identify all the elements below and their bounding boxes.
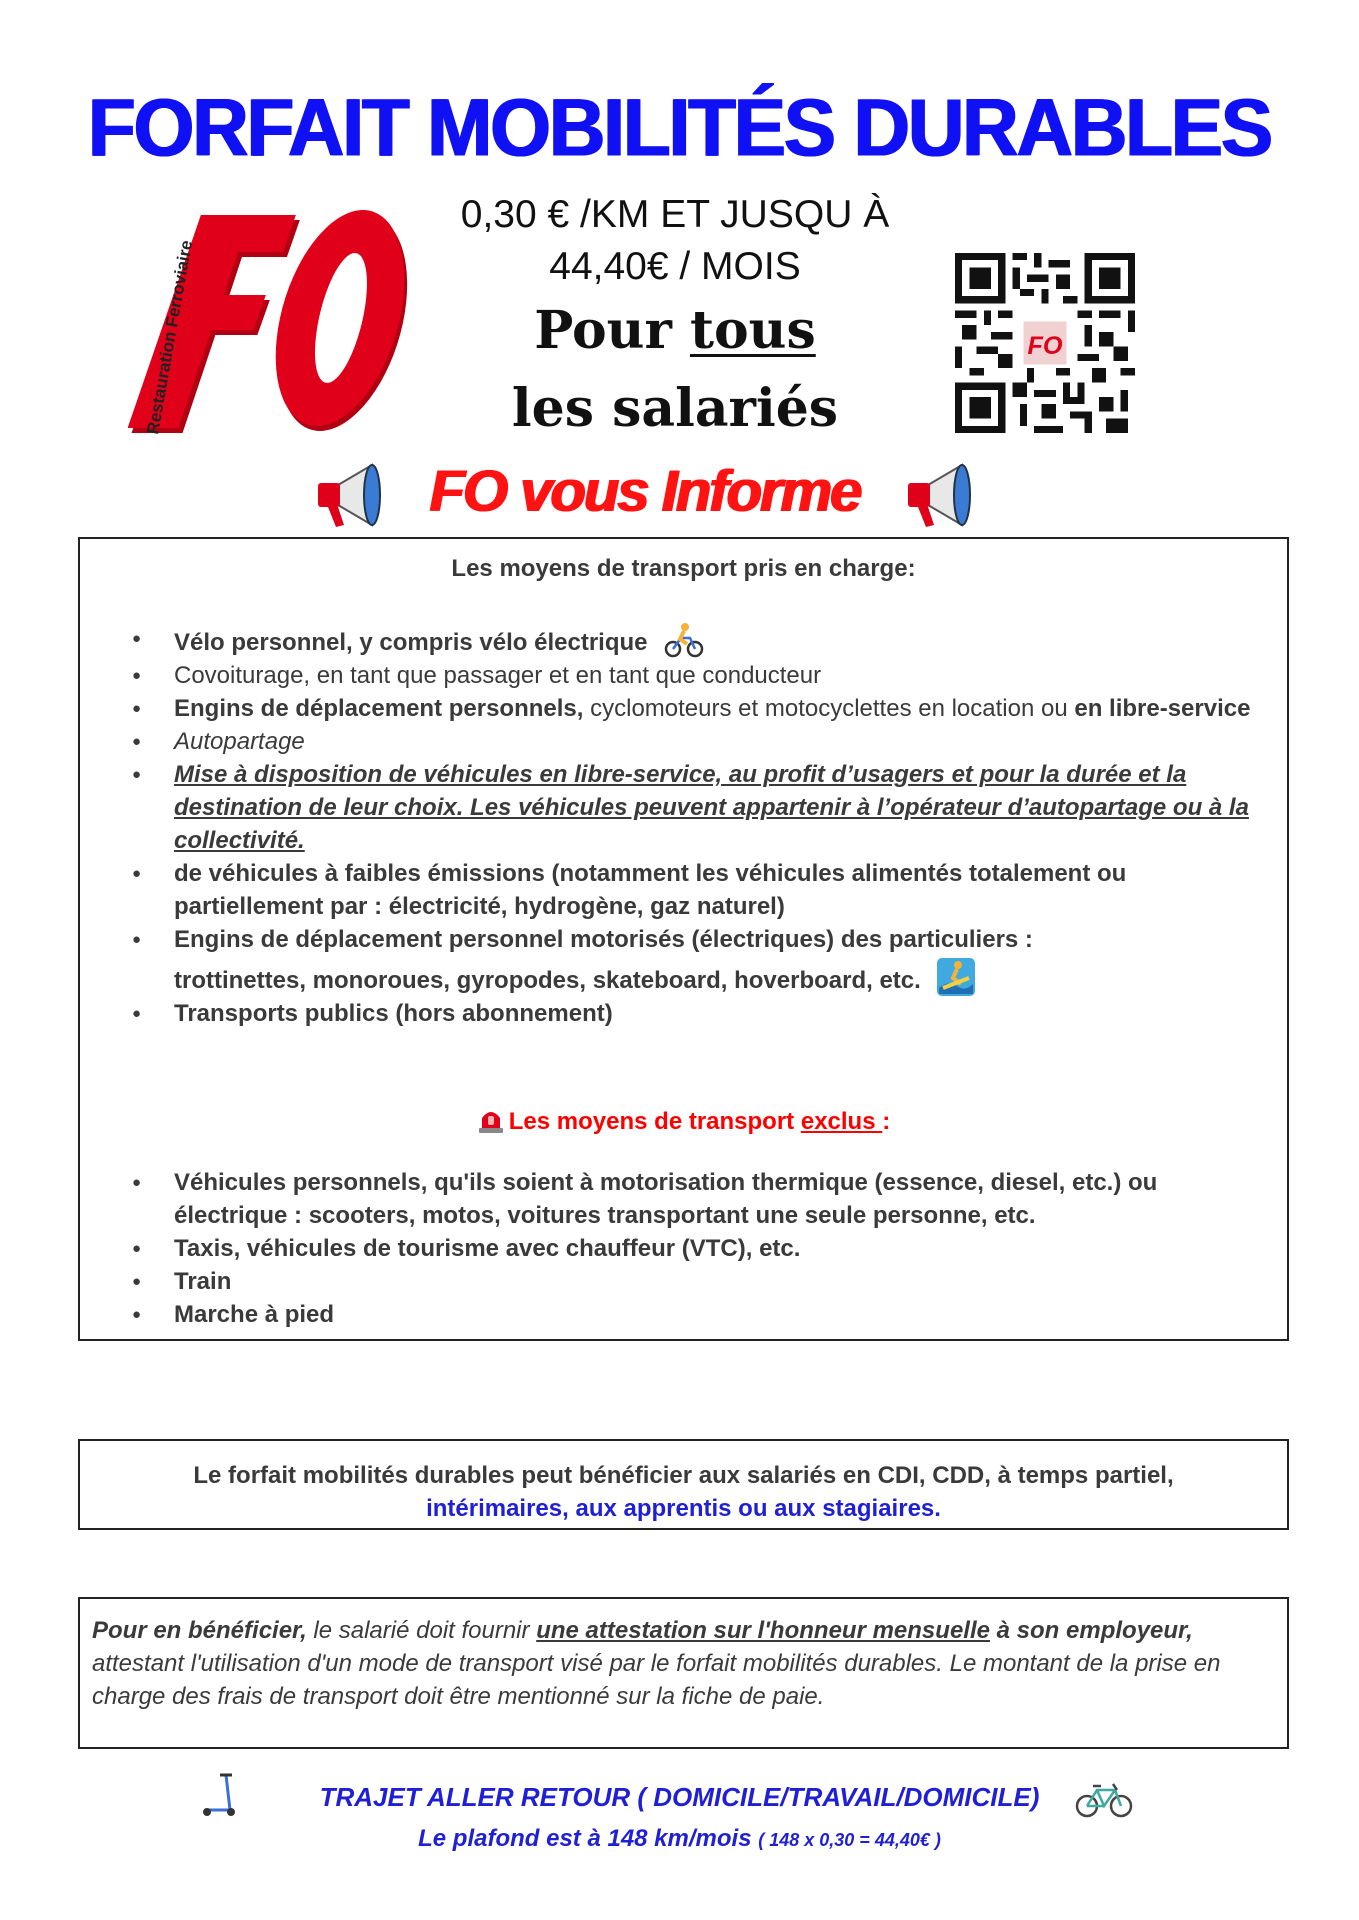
list-item: ● Engins de déplacement personnels, cyclomoteurs et motocyclettes en location ou en libre-service [132, 692, 1262, 725]
fo-logo [128, 205, 408, 450]
pour-tous-line: Pour tous [534, 300, 816, 361]
list-item: ● Taxis, véhicules de tourisme avec chauffeur (VTC), etc. [132, 1232, 1262, 1265]
siren-icon [477, 1104, 505, 1134]
attestation-text: Pour en bénéficier, le salarié doit fournir une attestation sur l'honneur mensuelle à son employeur, attestant l'utilisation d'un mode de transport visé par le forfait mobilités durables. Le montant de la prise en charge des frais de transport doit être mentionné sur la fiche de paie. [92, 1617, 1221, 1710]
list-item: ● Train [132, 1265, 1262, 1298]
qr-code[interactable] [955, 253, 1135, 433]
eligibility-box [78, 1439, 1289, 1530]
list-item: ● Marche à pied [132, 1298, 1262, 1331]
trajet-line: TRAJET ALLER RETOUR ( DOMICILE/TRAVAIL/DOMICILE) [319, 1782, 1040, 1812]
megaphone-icon [310, 455, 390, 535]
rate-line-1: 0,30 € /KM ET JUSQU À [460, 193, 890, 236]
list-item: ● Vélo personnel, y compris vélo électrique [132, 622, 1262, 659]
excluded-list [132, 1166, 1262, 1331]
les-salaries-line: les salariés [511, 378, 839, 439]
list-item: ● Covoiturage, en tant que passager et en tant que conducteur [132, 659, 1262, 692]
attestation-box [78, 1597, 1289, 1749]
pour-tous-emphasis: tous [689, 300, 816, 361]
eligibility-text: Le forfait mobilités durables peut bénéficier aux salariés en CDI, CDD, à temps partiel, intérimaires, aux apprentis ou aux stagiaires. [193, 1462, 1174, 1522]
excluded-heading: Les moyens de transport exclus : [80, 1104, 1287, 1136]
list-item: ● Transports publics (hors abonnement) [132, 997, 1262, 1030]
list-item: ● Mise à disposition de véhicules en libre-service, au profit d’usagers et pour la durée et la destination de leur choix. Les véhicules peuvent appartenir à l’opérateur d’autopartage ou à la collectivité. [132, 758, 1262, 857]
surfer-icon [937, 958, 975, 996]
logo-side-text: Restauration Ferroviaire [143, 238, 197, 436]
list-item: ● Engins de déplacement personnel motorisés (électriques) des particuliers : trottinettes, monoroues, gyropodes, skateboard, hoverboard, etc. [132, 923, 1262, 997]
svg-text:FO: FO [1027, 331, 1063, 360]
rate-line-2: 44,40€ / MOIS [549, 245, 801, 288]
page-title: FORFAIT MOBILITÉS DURABLES [88, 80, 1271, 174]
megaphone-icon [900, 455, 980, 535]
transport-box [78, 537, 1289, 1341]
list-item: ● de véhicules à faibles émissions (notamment les véhicules alimentés totalement ou partiellement par : électricité, hydrogène, gaz naturel) [132, 857, 1262, 923]
bicycle-icon [1075, 1780, 1133, 1818]
taken-list [132, 622, 1262, 1030]
list-item: ● Autopartage [132, 725, 1262, 758]
cyclist-icon [664, 622, 704, 658]
list-item: ● Véhicules personnels, qu'ils soient à motorisation thermique (essence, diesel, etc.) ou électrique : scooters, motos, voitures transportant une seule personne, etc. [132, 1166, 1262, 1232]
fo-vous-informe: FO vous Informe [429, 459, 861, 524]
plafond-line: Le plafond est à 148 km/mois ( 148 x 0,30 = 44,40€ ) [418, 1825, 941, 1852]
taken-heading: Les moyens de transport pris en charge: [451, 555, 916, 582]
